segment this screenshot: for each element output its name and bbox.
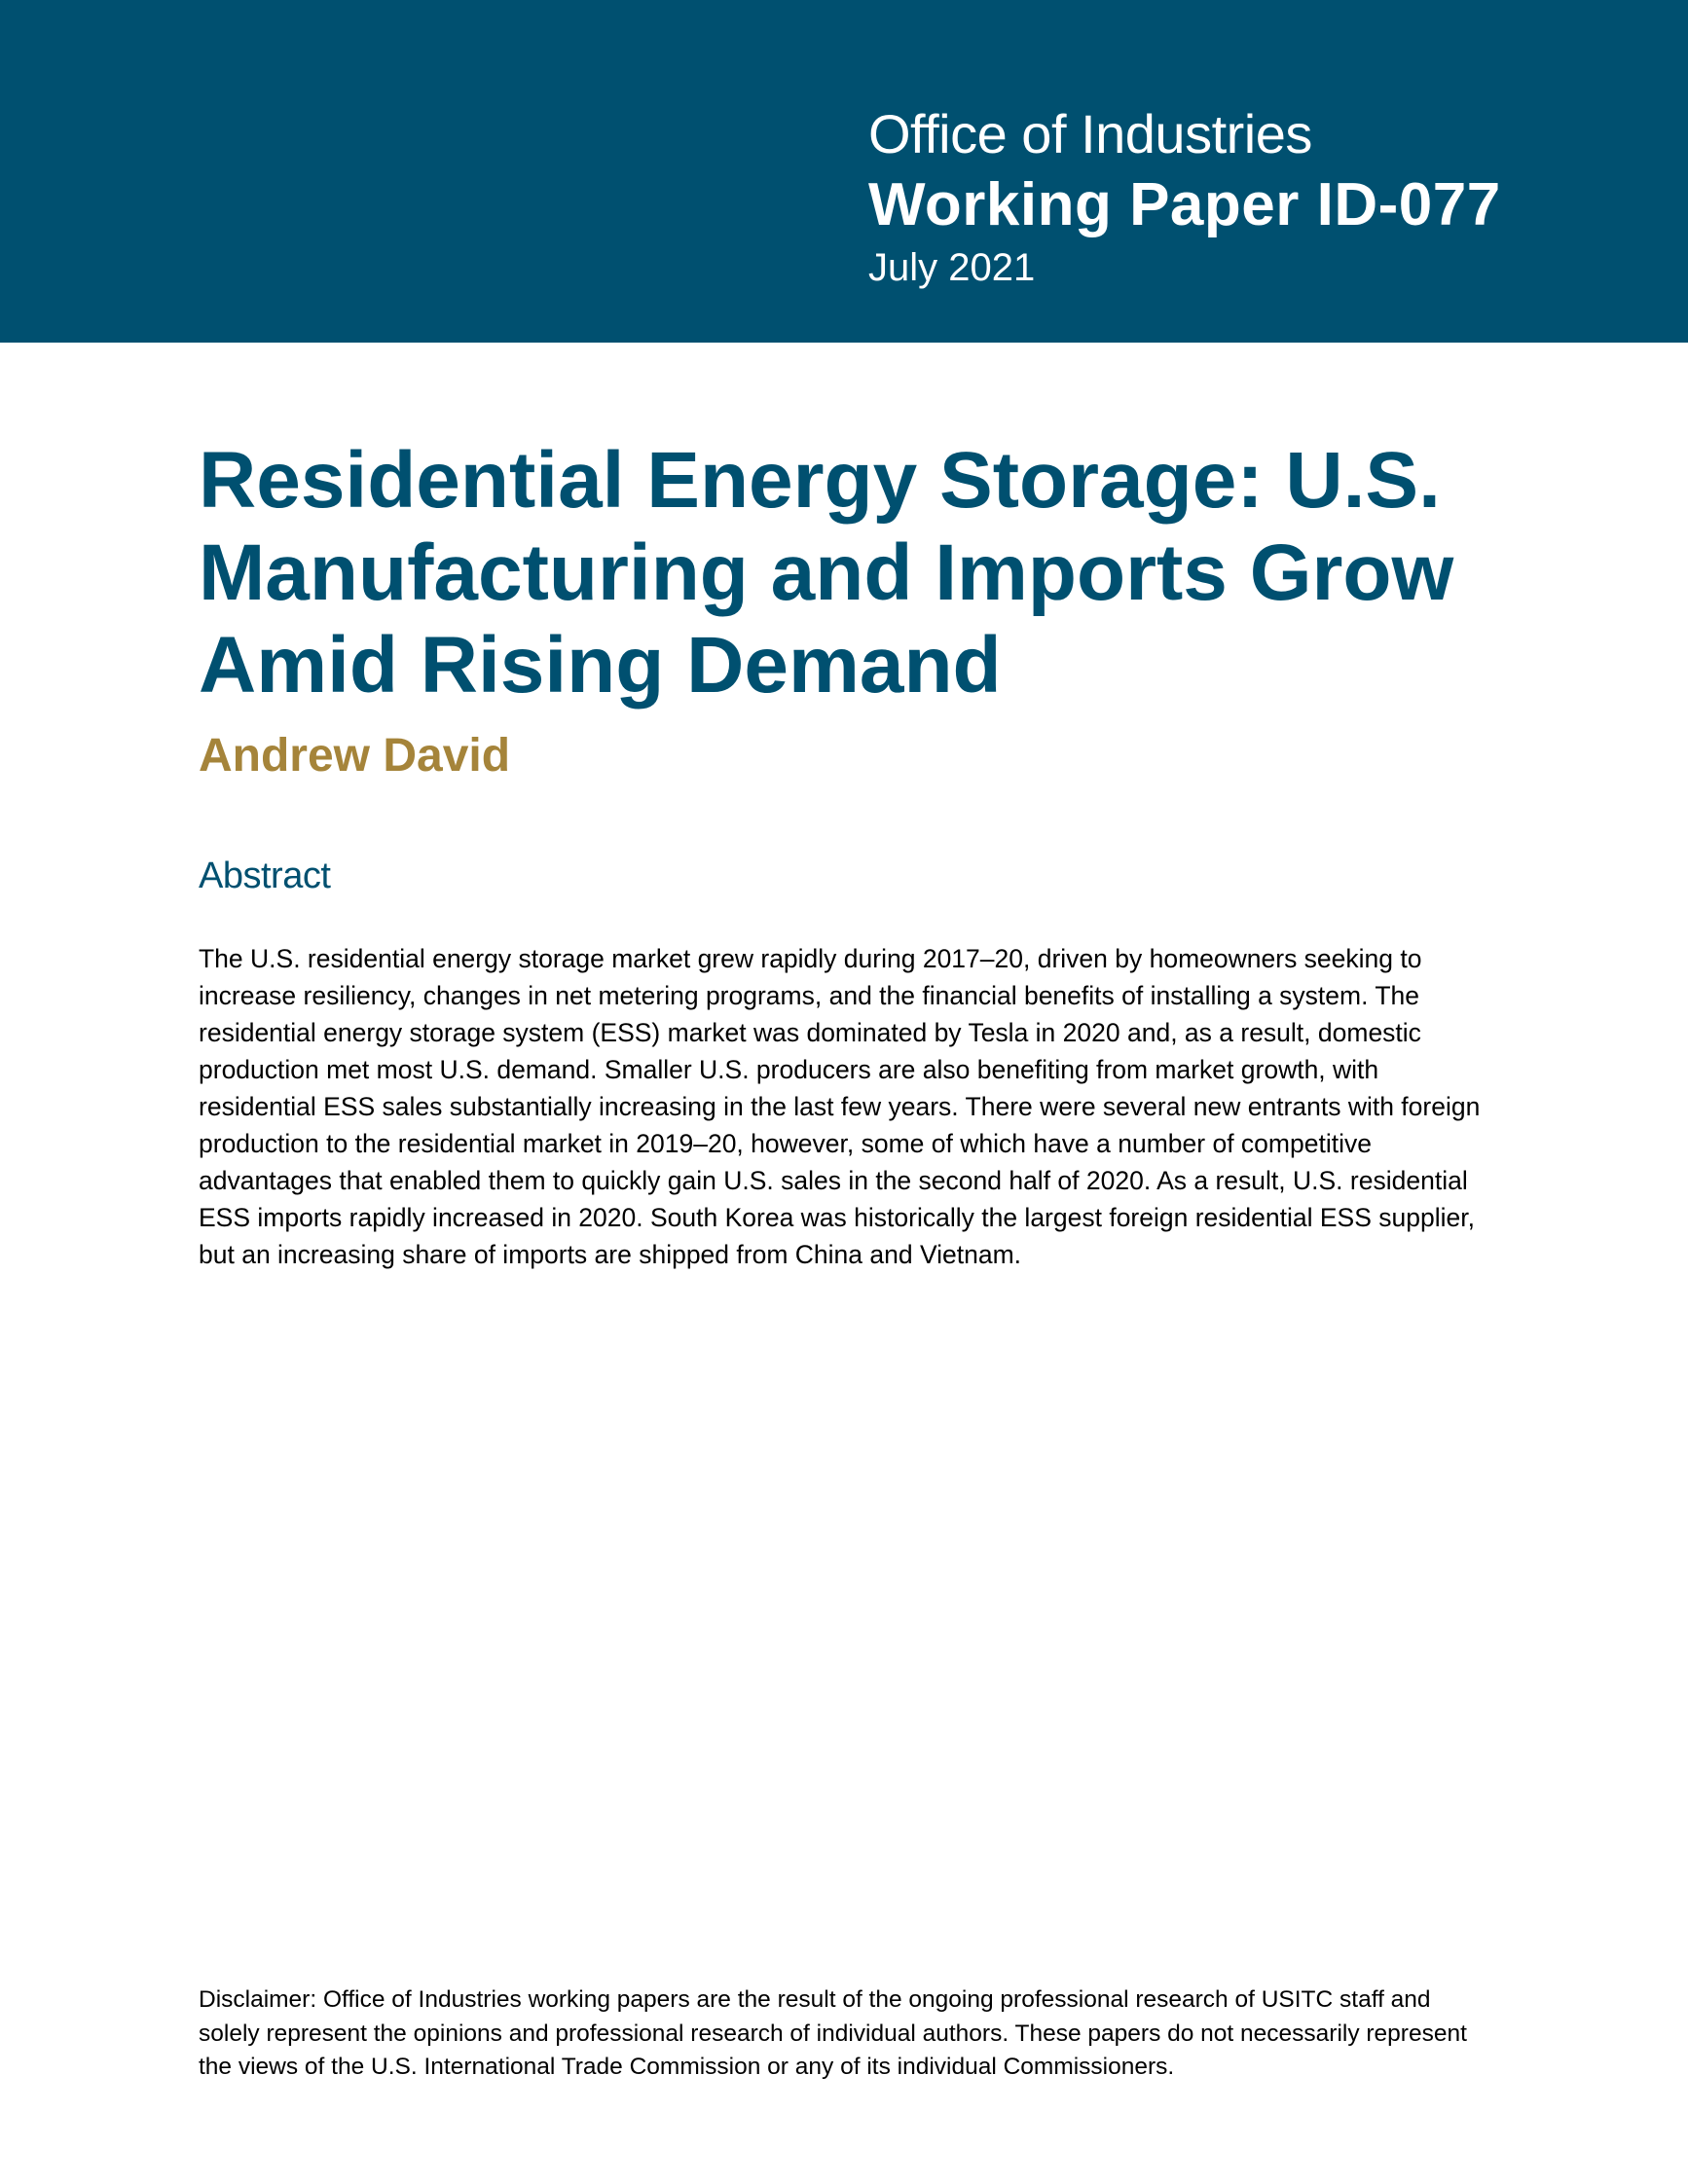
abstract-heading: Abstract — [199, 855, 331, 896]
author-name: Andrew David — [199, 730, 511, 782]
paper-title: Residential Energy Storage: U.S. Manufacturing and Imports Grow Amid Rising Demand — [199, 436, 1454, 710]
publication-date: July 2021 — [868, 246, 1036, 289]
disclaimer: Disclaimer: Office of Industries working papers are the result of the ongoing professional research of USITC staff and solely represent the opinions and professional research of individual authors. These papers do not necessarily represent the views of the U.S. International Trade Commission or any of its individual Commissioners. — [199, 1986, 1467, 2080]
working-paper-id: Working Paper ID-077 — [868, 171, 1501, 238]
header-banner — [0, 0, 1688, 343]
abstract-body: The U.S. residential energy storage market grew rapidly during 2017–20, driven by homeowners seeking to increase resiliency, changes in net metering programs, and the financial benefits of installing a system. The residential energy storage system (ESS) market was dominated by Tesla in 2020 and, as a result, domestic production met most U.S. demand. Smaller U.S. producers are also benefiting from market growth, with residential ESS sales substantially increasing in the last few years. There were several new entrants with foreign production to the residential market in 2019–20, however, some of which have a number of competitive advantages that enabled them to quickly gain U.S. sales in the second half of 2020. As a result, U.S. residential ESS imports rapidly increased in 2020. South Korea was historically the largest foreign residential ESS supplier, but an increasing share of imports are shipped from China and Vietnam. — [199, 944, 1481, 1269]
office-name: Office of Industries — [868, 103, 1312, 164]
